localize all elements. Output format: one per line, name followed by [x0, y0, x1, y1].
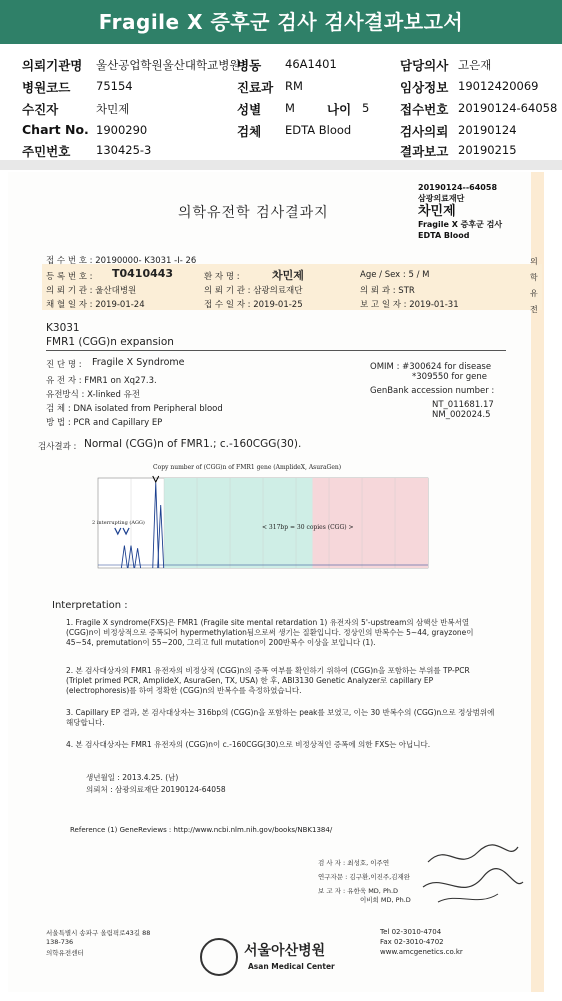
ward-label: 병동 [237, 58, 262, 73]
reporter-2: 이비희 MD, Ph.D [360, 896, 411, 904]
interp-1: 1. Fragile X syndrome(FXS)은 FMR1 (Fragile site mental retardation 1) 유전자의 5'-upstream의 삼핵산 반복서열 (CGG)n이 비정상적으로 증폭되어 hypermethylation됨으로써 생기는 질환입니다. 정상인의 반복수는 5~44, grayzone이 45~54, premutation이 55~200, 그리고 full mutation이 200반복수 이상을 보입니다 (1). [66, 618, 474, 647]
fax: Fax 02-3010-4702 [380, 938, 444, 946]
hospital-name-en: Asan Medical Center [248, 962, 335, 971]
signature-image [418, 832, 528, 912]
tel: Tel 02-3010-4704 [380, 928, 442, 936]
hospital-name-kr: 서울아산병원 [244, 943, 326, 959]
reference: Reference (1) GeneReviews : http://www.ncbi.nlm.nih.gov/books/NBK1384/ [70, 826, 333, 834]
hospital-code-label: 병원코드 [22, 80, 71, 95]
hospital-logo-icon [200, 938, 238, 976]
accession-value: 20190124-64058 [458, 101, 558, 115]
dept-value: RM [285, 79, 303, 93]
patient-value: 차민제 [96, 102, 130, 116]
hospital-code-value: 75154 [96, 79, 133, 93]
patient-label-doc: 환 자 명 : [204, 272, 240, 282]
age-sex: Age / Sex : 5 / M [360, 270, 430, 280]
report-value: 20190215 [458, 143, 517, 157]
chart-value: 1900290 [96, 123, 148, 137]
institution-value: 울산공업학원울산대학교병원 [96, 58, 241, 72]
id-label: 주민번호 [22, 144, 71, 159]
website: www.amcgenetics.co.kr [380, 948, 463, 956]
doctor-value: 고은재 [458, 58, 492, 72]
test-code: K3031 [46, 322, 80, 334]
patient-label: 수진자 [22, 102, 59, 117]
request-value: 20190124 [458, 123, 517, 137]
inheritance: 유전방식 : X-linked 유전 [46, 390, 141, 400]
reg-no: 접 수 번 호 : 20190000- K3031 -I- 26 [46, 256, 197, 266]
ward-value: 46A1401 [285, 57, 337, 71]
id-value: 130425-3 [96, 143, 152, 157]
reporter: 보 고 자 : 유한욱 MD, Ph.D [318, 887, 399, 895]
gene: 유 전 자 : FMR1 on Xq27.3. [46, 376, 157, 386]
section-divider [0, 160, 562, 170]
omim-gene: *309550 for gene [412, 372, 488, 382]
result-value: Normal (CGG)n of FMR1.; c.-160CGG(30). [84, 438, 302, 450]
accession-label: 접수번호 [400, 102, 449, 117]
region-premutation [313, 478, 429, 568]
stamp-specimen: EDTA Blood [418, 231, 470, 240]
stamp-accession: 20190124--64058 [418, 183, 498, 192]
request-label: 검사의뢰 [400, 124, 449, 139]
sex-label: 성별 [237, 102, 262, 117]
capillary-ep-chart [88, 464, 438, 584]
researcher: 연구자문 : 김구환,이진주,김재완 [318, 873, 411, 881]
method: 방 법 : PCR and Capillary EP [46, 418, 163, 428]
specimen-value: EDTA Blood [285, 123, 352, 137]
patient-doc: 차민제 [272, 269, 304, 282]
dob: 생년월일 : 2013.4.25. (남) [86, 773, 179, 782]
interp-4: 4. 본 검사대상자는 FMR1 유전자의 (CGG)n이 c.-160CGG(30)으로 비정상적인 증폭에 의한 FXS는 아닙니다. [66, 740, 431, 749]
dept-label: 진료과 [237, 80, 274, 95]
omim: OMIM : #300624 for disease [370, 362, 492, 372]
genbank: GenBank accession number : [370, 386, 495, 396]
method-short: 의 뢰 과 : STR [360, 286, 415, 296]
req-org: 의 뢰 기 관 : 삼광의료재단 [204, 286, 303, 296]
chart-annot-left: 2 interrupting (AGG) [92, 520, 145, 526]
specimen-stamp [418, 182, 502, 241]
clinical-value: 19012420069 [458, 79, 539, 93]
reg-id-label: 등 록 번 호 : [46, 272, 93, 282]
result-label: 검사결과 : [38, 442, 77, 452]
analyst: 검 사 자 : 최성호, 이주연 [318, 859, 390, 867]
clinical-label: 임상정보 [400, 80, 449, 95]
dx-label: 진 단 명 : [46, 360, 82, 370]
age-label: 나이 [327, 102, 352, 117]
test-rule [46, 350, 506, 351]
report-title: Fragile X 증후군 검사 검사결과보고서 [0, 0, 562, 44]
collect-date: 채 혈 일 자 : 2019-01-24 [46, 300, 145, 310]
doc-title: 의학유전학 검사결과지 [178, 205, 329, 221]
sex-value: M [285, 101, 295, 115]
interp-title: Interpretation : [52, 600, 128, 611]
reg-id: T0410443 [112, 267, 174, 280]
req-inst: 의 뢰 기 관 : 울산대병원 [46, 286, 137, 296]
chart-annot-right: < 317bp = 30 copies (CGG) > [262, 524, 354, 531]
dx-value: Fragile X Syndrome [92, 357, 185, 368]
region-normal [164, 478, 313, 568]
stamp-patient-name: 차민제 [418, 204, 456, 219]
report-date-doc: 보 고 일 자 : 2019-01-31 [360, 300, 459, 310]
chart-label: Chart No. [22, 122, 89, 137]
interp-3: 3. Capillary EP 결과, 본 검사대상자는 316bp의 (CGG)n을 포함하는 peak를 보였고, 이는 30 반복수의 (CGG)n으로 정상범위에 해당합니다. [66, 708, 495, 727]
scanned-result-document [8, 172, 544, 992]
address-line1: 서울특별시 송파구 올림픽로43길 88 [46, 929, 151, 937]
specimen-label: 검체 [237, 124, 262, 139]
institution-label: 의뢰기관명 [22, 58, 83, 73]
chart-title: Copy number of (CGG)n of FMR1 gene (AmplideX, AsuraGen) [153, 464, 342, 471]
interp-2: 2. 본 검사대상자의 FMR1 유전자의 비정상적 (CGG)n의 증폭 여부를 확인하기 위하여 (CGG)n을 포함하는 부위를 TP-PCR (Triplet primed PCR, AmplideX, AsuraGen, TX, USA) 한 후, ABI3130 Genetic Analyzer로 capillary EP (electrophoresis)를 하여 정확한 (CGG)n의 반복수를 측정하였습니다. [66, 666, 470, 695]
side-vertical-text: 의학유전 [530, 257, 538, 314]
doctor-label: 담당의사 [400, 58, 449, 73]
request-ref: 의뢰처 : 삼광의료재단 20190124-64058 [86, 785, 226, 794]
report-label: 결과보고 [400, 144, 449, 159]
nm-accession: NM_002024.5 [432, 410, 491, 420]
patient-info-panel [0, 48, 562, 158]
age-value: 5 [362, 101, 370, 115]
nt-accession: NT_011681.17 [432, 400, 494, 410]
sample: 검 체 : DNA isolated from Peripheral blood [46, 404, 223, 414]
stamp-org: 삼광의료재단 [418, 194, 465, 203]
receipt-date: 접 수 일 자 : 2019-01-25 [204, 300, 303, 310]
test-name: FMR1 (CGG)n expansion [46, 336, 174, 348]
address-line3: 의학유전센터 [46, 949, 84, 957]
stamp-test: Fragile X 증후군 검사 [418, 220, 503, 229]
address-line2: 138-736 [46, 938, 74, 946]
